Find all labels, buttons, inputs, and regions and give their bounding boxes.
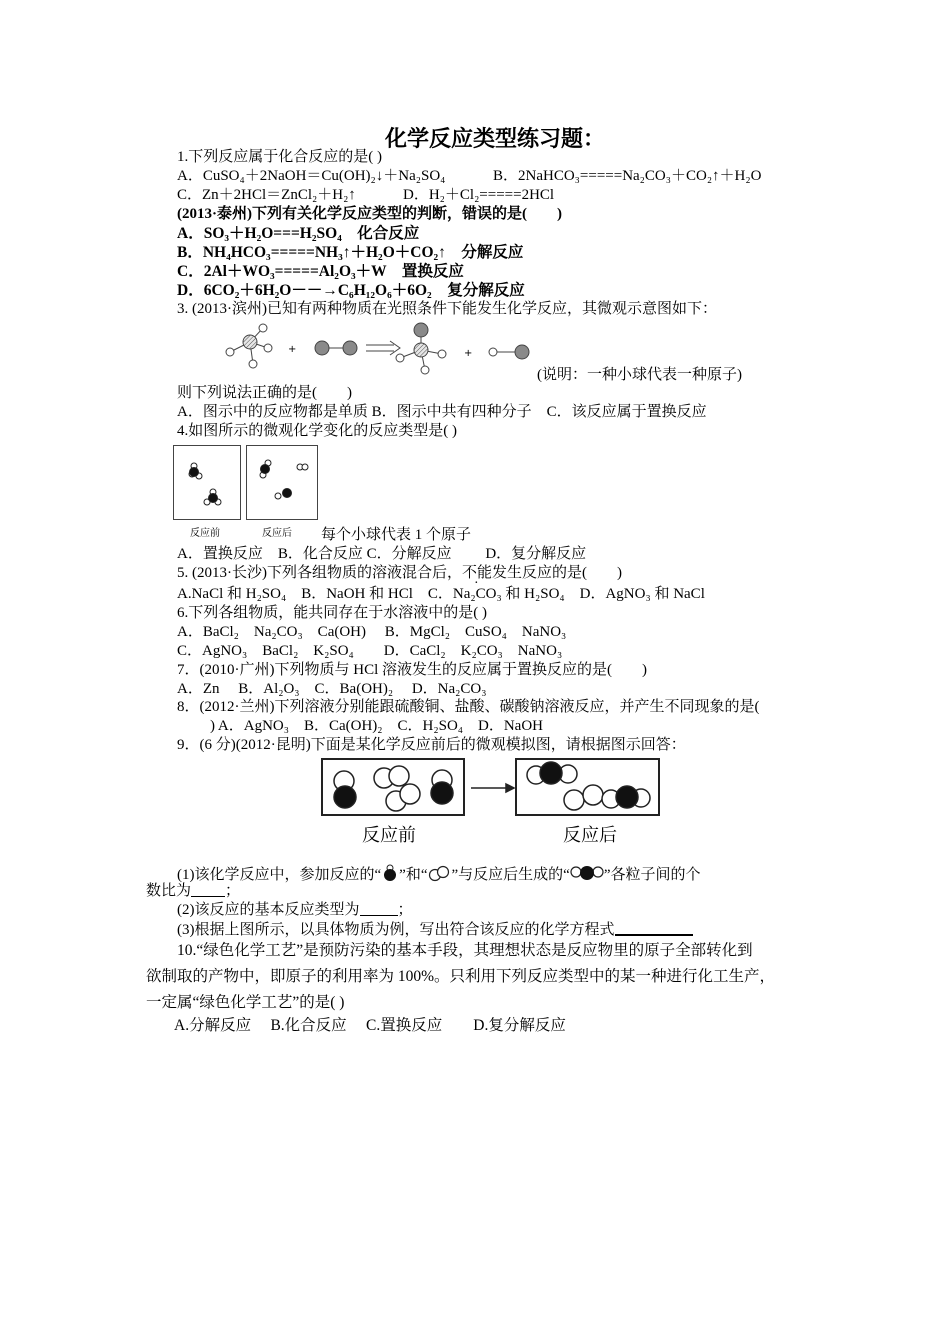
- q5-stem-part-2: 发生反应的是( ): [492, 565, 623, 581]
- q4-note: 每个小球代表 1 个原子: [321, 527, 472, 543]
- q4-reaction-diagram: [173, 445, 323, 521]
- q6-stem: 6.下列各组物质，能共同存在于水溶液中的是( ): [177, 605, 487, 621]
- q1-option-d: D．H₂＋Cl₂=====2HCl: [403, 187, 555, 203]
- q6-options-cd: C．AgNO₃ BaCl₂ K₂SO₄ D．CaCl₂ K₂CO₃ NaNO₃: [177, 643, 563, 659]
- q3-options: A．图示中的反应物都是单质 B．图示中共有四种分子 C．该反应属于置换反应: [177, 404, 707, 420]
- q2-option-d: D．6CO₂＋6H₂O－－→C₆H₁₂O₆＋6O₂ 复分解反应: [177, 282, 525, 299]
- q9-answer-blank-2: [360, 901, 398, 916]
- q9-part2-text-b: ；: [397, 902, 413, 918]
- q9-answer-blank-1: [191, 882, 225, 897]
- q9-reaction-diagram: [318, 755, 638, 851]
- q3-note: (说明：一种小球代表一种原子): [537, 367, 742, 383]
- q2-option-b: B．NH₄HCO₃=====NH₃↑＋H₂O＋CO₂↑ 分解反应: [177, 244, 524, 261]
- q3-question: 则下列说法正确的是( ): [177, 385, 352, 401]
- q8-stem: 8．(2012·兰州)下列溶液分别能跟硫酸铜、盐酸、碳酸钠溶液反应，并产生不同现象的是(: [177, 699, 760, 715]
- q4-stem: 4.如图所示的微观化学变化的反应类型是( ): [177, 423, 457, 439]
- q9-part1-text-d: ”各粒子间的个: [603, 867, 701, 883]
- q4-label-after: 反应后: [262, 528, 292, 539]
- q9-part1-line1: [177, 864, 700, 883]
- q10-line2: 欲制取的产物中，即原子的利用率为 100%。只利用下列反应类型中的某一种进行化工生产，: [146, 968, 776, 985]
- q9-stem: 9．(6 分)(2012·昆明)下面是某化学反应前后的微观模拟图，请根据图示回答：: [177, 737, 686, 753]
- q9-label-after: 反应后: [563, 825, 617, 846]
- q9-part2: [177, 901, 413, 920]
- q1-option-b: B．2NaHCO₃=====Na₂CO₃＋CO₂↑＋H₂O: [493, 168, 762, 184]
- q1-stem: 1.下列反应属于化合反应的是( ): [177, 149, 382, 165]
- q7-options: A．Zn B．Al₂O₃ C．Ba(OH)₂ D．Na₂CO₃: [177, 681, 487, 697]
- q10-line3: 一定属“绿色化学工艺”的是( ): [146, 994, 345, 1011]
- q9-part1-line2: [146, 882, 240, 901]
- q7-stem: 7．(2010·广州)下列物质与 HCl 溶液发生的反应属于置换反应的是( ): [177, 662, 647, 678]
- q3-reaction-diagram: [210, 320, 540, 380]
- q4-options: A．置换反应 B．化合反应 C．分解反应 D．复分解反应: [177, 546, 587, 562]
- white-molecule-icon: [427, 864, 451, 882]
- q3-plus-sign-1: +: [288, 344, 297, 355]
- q2-option-c: C．2Al＋WO₃=====Al₂O₃＋W 置换反应: [177, 263, 464, 280]
- q9-part1-text-b: ”和“: [399, 867, 428, 883]
- q2-stem: (2013·泰州)下列有关化学反应类型的判断，错误的是( ): [177, 206, 562, 222]
- q5-stem-part-1: 5. (2013·长沙)下列各组物质的溶液混合后，: [177, 565, 462, 581]
- q8-options: ) A．AgNO₃ B．Ca(OH)₂ C．H₂SO₄ D．NaOH: [210, 718, 543, 734]
- q6-options-ab: A．BaCl₂ Na₂CO₃ Ca(OH) B．MgCl₂ CuSO₄ NaNO₃: [177, 624, 567, 640]
- q10-options: A.分解反应 B.化合反应 C.置换反应 D.复分解反应: [174, 1017, 566, 1034]
- q5-stem: [177, 564, 622, 583]
- q9-part1-text-e: 数比为: [146, 883, 192, 899]
- q9-answer-blank-3: [615, 920, 693, 936]
- q1-option-a: A．CuSO₄＋2NaOH＝Cu(OH)₂↓＋Na₂SO₄: [177, 168, 446, 184]
- q5-options: A.NaCl 和 H₂SO₄ B．NaOH 和 HCl C．Na₂CO₃ 和 H₂SO₄ D．AgNO₃ 和 NaCl: [177, 586, 705, 602]
- q3-stem: 3. (2013·滨州)已知有两种物质在光照条件下能发生化学反应，其微观示意图如下：: [177, 301, 717, 317]
- page-title: 化学反应类型练习题：: [384, 127, 605, 152]
- q9-part1-text-a: (1)该化学反应中，参加反应的“: [177, 867, 382, 883]
- q10-line1: 10.“绿色化学工艺”是预防污染的基本手段，其理想状态是反应物里的原子全部转化到: [177, 942, 753, 959]
- q5-stem-emphasis: 不能: [462, 565, 493, 581]
- q1-option-c: C．Zn＋2HCl＝ZnCl₂＋H₂↑: [177, 187, 356, 203]
- q3-plus-sign-2: +: [464, 348, 473, 359]
- q2-option-a: A．SO₃＋H₂O===H₂SO₄ 化合反应: [177, 225, 420, 242]
- q9-part1-text-f: ；: [225, 883, 241, 899]
- black-atom-icon: [381, 864, 399, 882]
- product-molecule-icon: [570, 864, 604, 882]
- q9-part3: [177, 920, 693, 940]
- q4-label-before: 反应前: [190, 528, 220, 539]
- q9-part2-text-a: (2)该反应的基本反应类型为: [177, 902, 360, 918]
- q9-part3-text: (3)根据上图所示，以具体物质为例，写出符合该反应的化学方程式: [177, 922, 615, 938]
- q9-part1-text-c: ”与反应后生成的“: [451, 867, 570, 883]
- q9-label-before: 反应前: [362, 825, 416, 846]
